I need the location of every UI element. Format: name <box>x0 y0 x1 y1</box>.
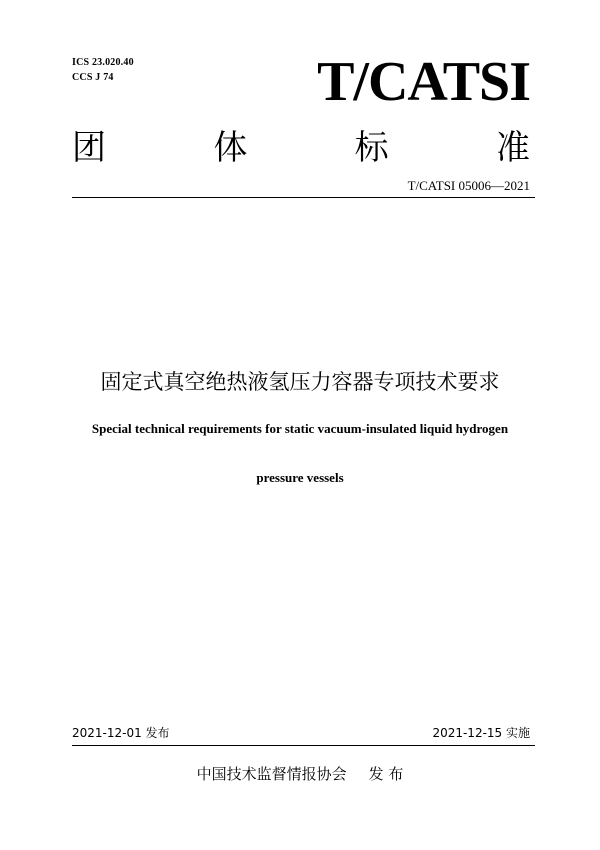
issuer-name: 中国技术监督情报协会 <box>196 765 347 783</box>
standard-type-char: 体 <box>213 128 248 168</box>
issue-label: 发 布 <box>368 765 404 783</box>
publish-date: 2021-12-01 发布 <box>72 726 170 740</box>
top-divider <box>72 197 535 198</box>
title-chinese: 固定式真空绝热液氢压力容器专项技术要求 <box>100 370 500 394</box>
standard-type-char: 团 <box>72 128 106 168</box>
standard-mark: T/CATSI <box>317 51 530 113</box>
ccs-code: CCS J 74 <box>72 72 114 83</box>
ics-code: ICS 23.020.40 <box>72 57 134 68</box>
implement-date: 2021-12-15 实施 <box>432 726 530 740</box>
standard-number: T/CATSI 05006—2021 <box>407 178 530 193</box>
bottom-divider <box>72 745 535 746</box>
standard-type <box>72 128 530 168</box>
title-english-line-1: Special technical requirements for static vacuum-insulated liquid hydrogen <box>91 421 509 436</box>
standard-type-char: 准 <box>495 128 530 168</box>
standard-type-char: 标 <box>354 128 389 168</box>
title-english-line-2: pressure vessels <box>256 470 344 485</box>
issuer-line <box>0 764 600 784</box>
